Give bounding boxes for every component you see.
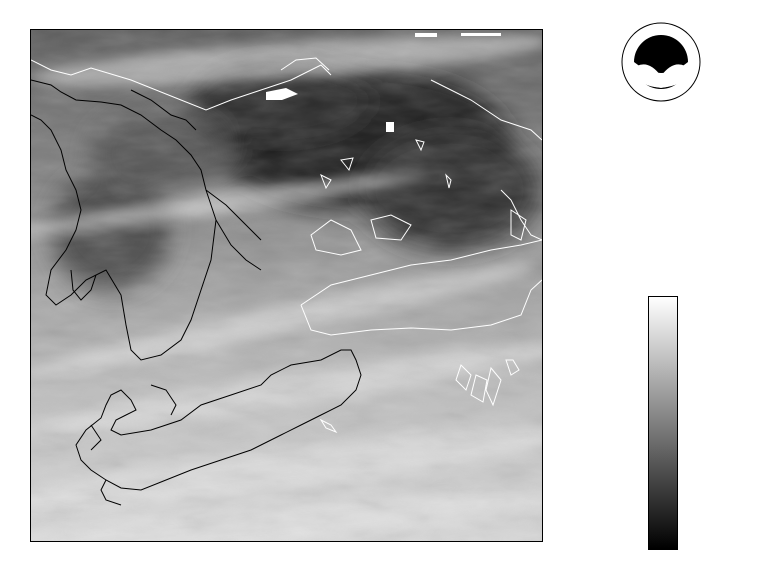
colorbar <box>648 296 678 550</box>
noaa-logo <box>621 22 701 102</box>
satellite-map <box>30 29 543 542</box>
satellite-image <box>31 30 542 541</box>
noaa-logo-icon <box>621 22 701 102</box>
